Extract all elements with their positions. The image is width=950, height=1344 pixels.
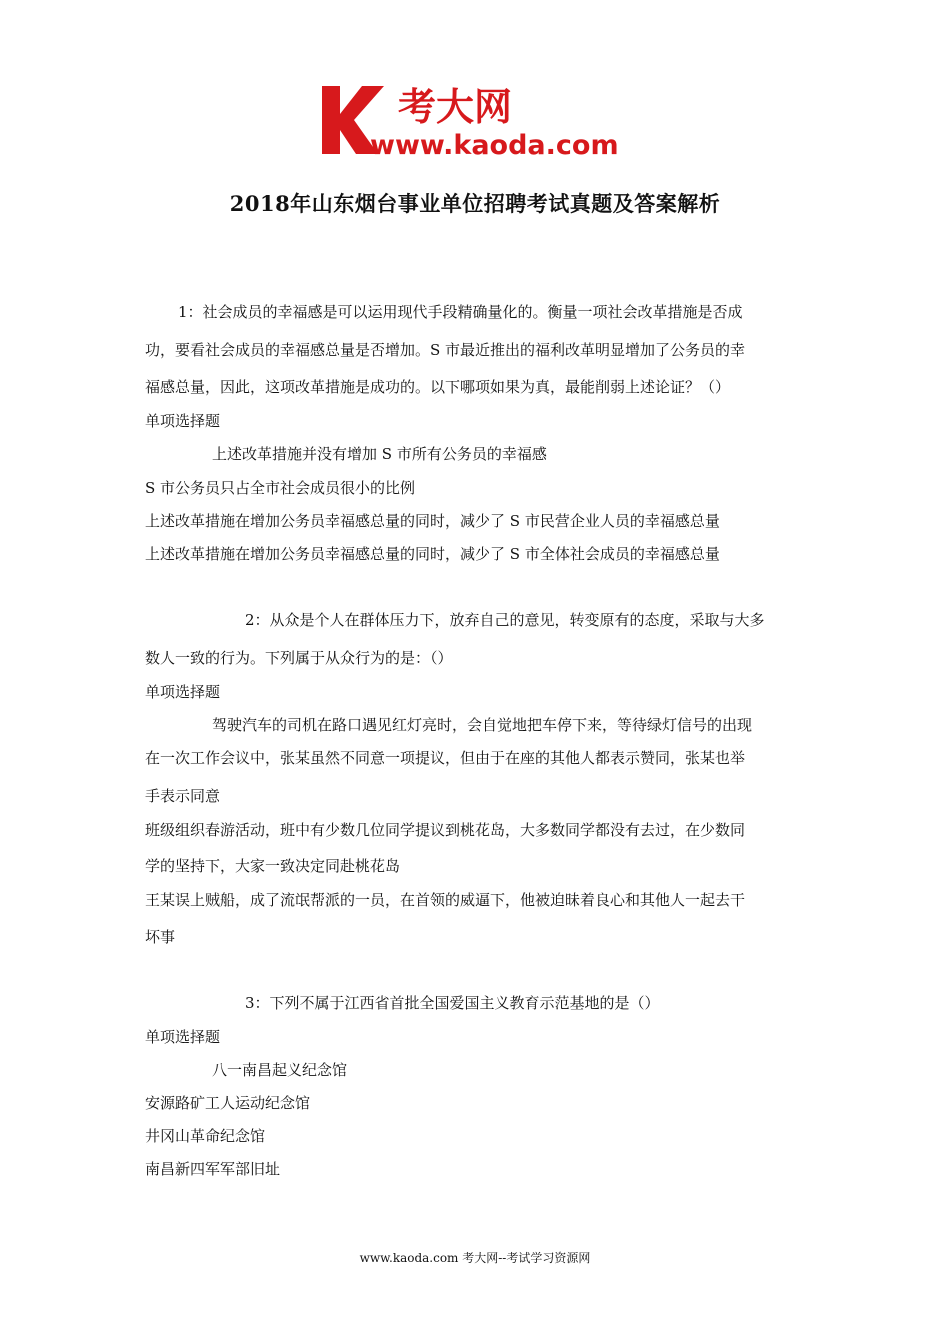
question-2-option: 坏事 (145, 928, 176, 946)
question-2-option: 在一次工作会议中，张某虽然不同意一项提议，但由于在座的其他人都表示赞同，张某也举 (145, 749, 746, 767)
question-3-option: 井冈山革命纪念馆 (145, 1127, 266, 1145)
question-2-option: 驾驶汽车的司机在路口遇见红灯亮时，会自觉地把车停下来，等待绿灯信号的出现 (212, 716, 753, 734)
kaoda-logo (318, 80, 638, 160)
question-3-type: 单项选择题 (145, 1028, 221, 1046)
page-footer: www.kaoda.com 考大网--考试学习资源网 (359, 1251, 591, 1265)
page-title: 2018年山东烟台事业单位招聘考试真题及答案解析 (229, 191, 721, 216)
question-3-option: 南昌新四军军部旧址 (145, 1160, 281, 1178)
question-1-stem-line: 1：社会成员的幸福感是可以运用现代手段精确量化的。衡量一项社会改革措施是否成 (178, 303, 743, 321)
question-1-option: 上述改革措施在增加公务员幸福感总量的同时，减少了 S 市全体社会成员的幸福感总量 (145, 545, 720, 563)
question-1-stem-line: 福感总量，因此，这项改革措施是成功的。以下哪项如果为真，最能削弱上述论证？（） (145, 378, 731, 396)
question-3-option: 八一南昌起义纪念馆 (212, 1061, 348, 1079)
question-3-option: 安源路矿工人运动纪念馆 (145, 1094, 311, 1112)
question-1-option: S 市公务员只占全市社会成员很小的比例 (145, 479, 416, 497)
question-3-stem-line: 3：下列不属于江西省首批全国爱国主义教育示范基地的是（） (245, 994, 660, 1012)
question-2-stem-line: 数人一致的行为。下列属于从众行为的是：（） (145, 649, 453, 667)
question-2-option: 班级组织春游活动，班中有少数几位同学提议到桃花岛，大多数同学都没有去过，在少数同 (145, 821, 746, 839)
logo-brand-url: www.kaoda.com (370, 130, 619, 160)
logo-brand-cn: 考大网 (398, 85, 513, 129)
question-2-option: 王某误上贼船，成了流氓帮派的一员，在首领的威逼下，他被迫昧着良心和其他人一起去干 (145, 891, 746, 909)
question-2-option: 学的坚持下，大家一致决定同赴桃花岛 (145, 857, 401, 875)
question-1-option: 上述改革措施在增加公务员幸福感总量的同时，减少了 S 市民营企业人员的幸福感总量 (145, 512, 720, 530)
question-2-option: 手表示同意 (145, 787, 221, 805)
question-1-type: 单项选择题 (145, 412, 221, 430)
question-1-option: 上述改革措施并没有增加 S 市所有公务员的幸福感 (212, 445, 547, 463)
question-2-stem-line: 2：从众是个人在群体压力下，放弃自己的意见，转变原有的态度，采取与大多 (245, 611, 765, 629)
question-1-stem-line: 功，要看社会成员的幸福感总量是否增加。S 市最近推出的福利改革明显增加了公务员的幸 (145, 341, 746, 359)
question-2-type: 单项选择题 (145, 683, 221, 701)
